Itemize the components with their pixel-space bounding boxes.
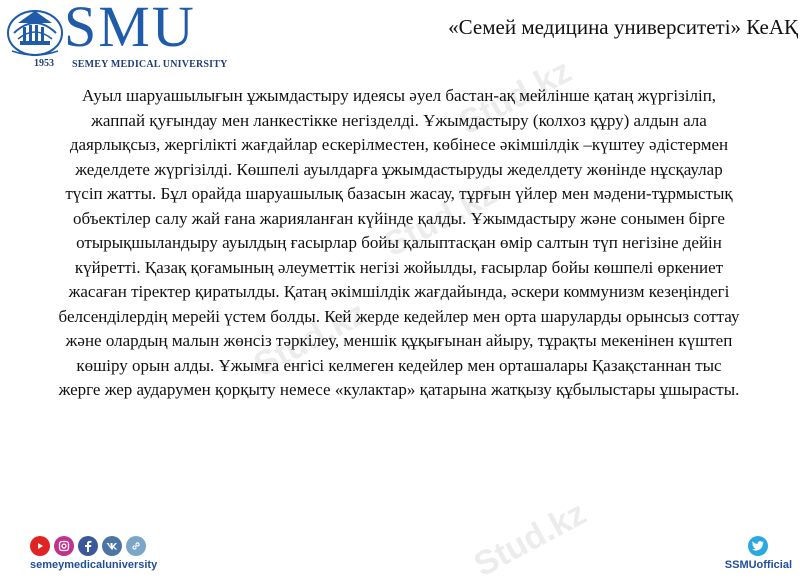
logo-year: 1953 [34,58,54,69]
social-handle-ssmuofficial[interactable]: SSMUofficial [724,559,792,571]
social-icon-row [30,536,146,556]
logo-subtitle: SEMEY MEDICAL UNIVERSITY [72,59,228,70]
slide-body-text: Ауыл шаруашылығын ұжымдастыру идеясы әуел бастан-ақ мейлінше қатаң жүргізіліп, жаппай қуғындау мен ланкестікке негізделді. Ұжымдастыру (колхоз құру) алдын ала даярлықсыз, жергілікті жағдайлар ескерілместен, көбінесе әкімшілдік –күштеу әдістермен жеделдете жүргізілді. Көшпелі ауылдарға ұжымдастыруды жеделдету жөнінде нұсқаулар түсіп жатты. Бұл орайда шаруашылық базасын жасау, тұрғын үйлер мен мәдени-тұрмыстық объектілер салу жай ғана жарияланған күйінде қалды. Ұжымдастыру және сонымен бірге отырықшыландыру ауылдың ғасырлар бойы қалыптасқан өмір салтын түп негізіне дейін күйретті. Қазақ қоғамының әлеуметтік негізі жойылды, ғасырлар бойы көшпелі өркениет жасаған тіректер қиратылды. Қатаң әкімшілдік жағдайында, әскери коммунизм кезеңіндегі белсенділердің мерейі үстем болды. Кей жерде кедейлер мен орта шаруларды орынсыз соттау және олардың малын жөнсіз тәркілеу, меншік құқығынан айыру, тұрақты мекенінен күштеп көшіру орын алды. Ұжымға енгісі келмеген кедейлер мен орташалары Қазақстаннан тыс жерге жер аударумен қорқыту немесе «кулактар» қатарына жатқызу құбылыстары ұшырасты. [58,86,740,399]
vk-icon[interactable] [102,536,122,556]
social-handle-semeymedicaluniversity[interactable]: semeymedicaluniversity [30,559,158,571]
university-emblem-icon [6,3,64,58]
instagram-icon[interactable] [54,536,74,556]
social-links-left [30,536,200,576]
social-links-right [702,536,792,576]
organization-title: «Семей медицина университеті» КеАҚ [448,15,798,39]
watermark-stud-kz: Stud.kz [377,173,503,265]
slide-header [0,0,800,75]
twitter-icon[interactable] [748,536,768,556]
watermark-stud-kz: Stud.kz [467,493,593,585]
logo-wordmark: SMU [64,0,196,59]
youtube-icon[interactable] [30,536,50,556]
facebook-icon[interactable] [78,536,98,556]
watermark-stud-kz: Stud.kz [452,51,578,143]
university-logo [0,0,290,75]
link-icon[interactable] [126,536,146,556]
watermark-stud-kz: Stud.kz [247,293,373,385]
